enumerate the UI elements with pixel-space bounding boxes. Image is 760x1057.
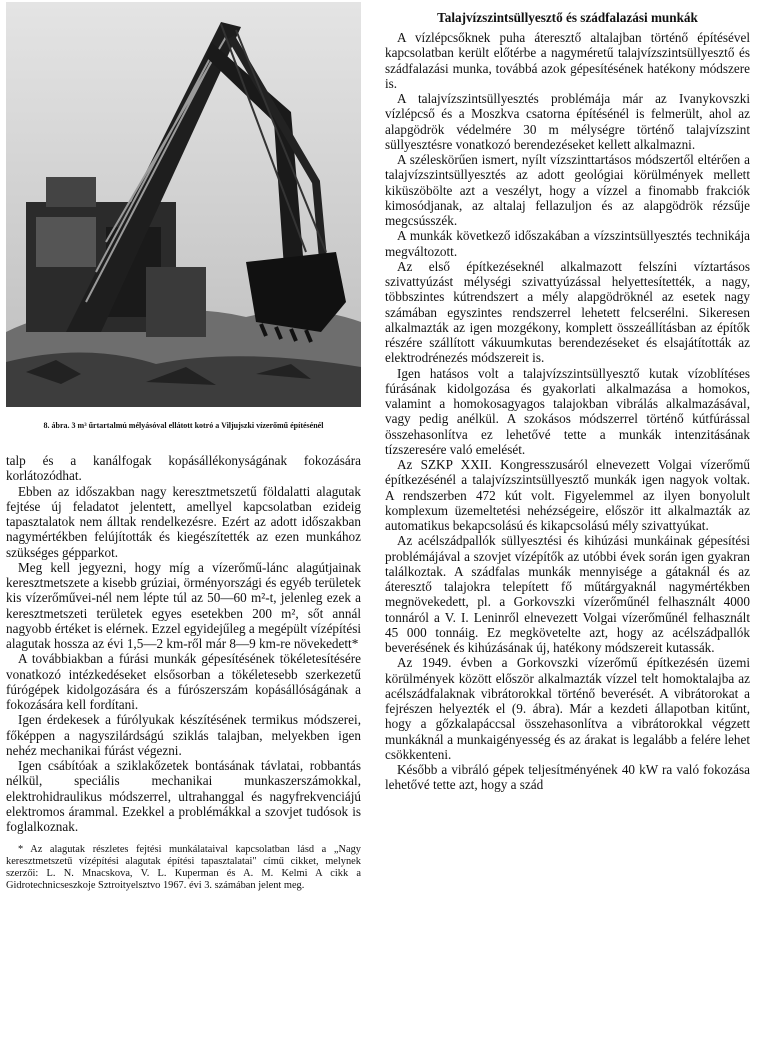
paragraph: A vízlépcsőknek puha áteresztő altalajban történő építésével kapcsolatban került előtérbe a nagyméretű talajvízszintsüllyesztő és szádfalazási munka, továbbá azok gépesítésének hatékony módszere is. (385, 30, 750, 91)
paragraph: Az acélszádpallók süllyesztési és kihúzási munkáinak gépesítési problémájával a szovjet vízépítők az utóbbi évek során igen gyakran találkoztak. A szádfalas munkák mennyisége a gátaknál és az áteresztő talajokra telepített fő műtárgyaknál nagymértékben megnövekedett, pl. a Gorkovszki vízerőműnél felhasznált 4000 tonnáról a V. I. Leninről elnevezett Volgai vízerőműnél felhasznált 45 000 tonnáig. Ez megkövetelte azt, hogy az acélszádpallók beverésének és kihúzásának új, hatékony módszereit kutassák. (385, 533, 750, 655)
paragraph: Az SZKP XXII. Kongresszusáról elnevezett Volgai vízerőmű építkezésénél a talajvízszintsüllyesztő munkák igen nagyok voltak. A rendszerben 472 kút volt. Figyelemmel az ilyen bonyolult komplexum üzemeltetési nehézségeire, először itt alkalmazták az automatikus bekapcsolású és kikapcsolású mély szivattyúkat. (385, 457, 750, 533)
paragraph: Ebben az időszakban nagy keresztmetszetű földalatti alagutak fejtése új feladatot jelentett, amellyel kapcsolatban ezideig tapasztalatok nem álltak rendelkezésre. Ezért az adott időszakban nagymértékben felújították és kiegészítették az ezen munkához szükséges gépparkot. (6, 483, 361, 560)
paragraph: A munkák következő időszakában a vízszintsüllyesztés technikája megváltozott. (385, 228, 750, 259)
figure-caption: 8. ábra. 3 m³ űrtartalmú mélyásóval ellátott kotró a Viljujszki vízerőmű építésénél (43, 421, 324, 430)
paragraph: A továbbiakban a fúrási munkák gépesítésének tökéletesítésére vonatkozó intézkedéseket elsősorban a tökéletesebb szerkezetű fúrógépek kidolgozására és a fúrószerszám kopásállóságának a fokozására kell fordítani. (6, 651, 361, 712)
excavator-illustration (6, 2, 361, 407)
paragraph: Meg kell jegyezni, hogy míg a vízerőmű-lánc alagútjainak keresztmetszete a kisebb grúziai, örményországi és egyéb területek kis vízerőművei-nél nem lépte túl az 50—60 m²-t, jelenleg ezek a keresztmetszeti területek egyes esetekben 200 m², sőt annál nagyobb értéket is elérnek. Ezzel egyidejűleg a megépült vízépítési alagutak hossza az évi 1,5—2 km-ről már 8—9 km-re növekedett* (6, 559, 361, 651)
excavator-photo (6, 2, 361, 407)
section-title: Talajvízszintsüllyesztő és szádfalazási munkák (437, 10, 698, 25)
paragraph: Az első építkezéseknél alkalmazott felszíni víztartásos szivattyúzást mélységi szivattyúzással helyettesítették, a nagy, többszintes kútrendszert a mély alapgödröknél az esetek nagy számában egyszintes rendszerrel lehetett felcserélni. Sikeresen alkalmazták az igen mozgékony, komplett összeállításban az építők részére szállított vákuumkutas berendezéseket és elsajátították az elektrodrénezés módszereit is. (385, 258, 750, 366)
paragraph: Igen csábítóak a sziklakőzetek bontásának távlatai, robbantás nélkül, speciális mechanikai munkaszerszámokkal, elektrohidraulikus módszerrel, ultrahanggal és nagyfrekvenciájú elektromos árammal. Ezekkel a problémákkal a szovjet tudósok is foglalkoznak. (6, 758, 361, 834)
paragraph: Az 1949. évben a Gorkovszki vízerőmű építkezésén üzemi körülmények között először alkalmazták vízzel telt homoktalajba az acélszádfalaknak vibrátorokkal történő beverését. A vibrátorokat a fejrészen helyezték el (9. ábra). Már a kezdeti állapotban kitűnt, hogy a gőzkalapáccsal összehasonlítva a vibrátorokkal végzett munkáknál a munkaigényesség és az árakat is legalább a felére lehet csökkenteni. (385, 655, 750, 762)
paragraph: talp és a kanálfogak kopásállékonyságának fokozására korlátozódhat. (6, 453, 361, 484)
paragraph: A talajvízszintsüllyesztés problémája már az Ivanykovszki vízlépcső és a Moszkva csatorna építésénél is felmerült, ahol az alapgödrök védelmére 30 m mélységre történő talajvízszint süllyesztésre vonatkozó berendezéseket kellett alkalmazni. (385, 91, 750, 152)
paragraph: Igen érdekesek a fúrólyukak készítésének termikus módszerei, főképpen a nagyszilárdságú sziklás talajban, melyekben igen nehéz mechanikai fúrást végezni. (6, 712, 361, 758)
right-text (385, 10, 750, 793)
paragraph: A széleskörűen ismert, nyílt vízszinttartásos módszertől eltérően a talajvízszintsüllyesztés az adott geológiai körülmények mellett kiküszöbölte azt a veszélyt, hogy a vízzel a finomabb frakciók kimosódjanak, az altalaj fellazuljon és az alapgödrök rézsűje megcsússzék. (385, 152, 750, 228)
paragraph: Később a vibráló gépek teljesítményének 40 kW ra való fokozása lehetővé tette azt, hogy a szád (385, 762, 750, 793)
footnote: * Az alagutak részletes fejtési munkálataival kapcsolatban lásd a „Nagy keresztmetszetű vízépítési alagutak építési tapasztalatai" című cikket, melynek szerzői: L. N. Mnacskova, V. L. Kuperman és A. M. Kelmi A cikk a Gidrotechnicseszkoje Sztroityelsztvo 1967. évi 3. számában jelent meg. (6, 844, 361, 892)
paragraph: Igen hatásos volt a talajvízszintsüllyesztő kutak vízoblítéses fúrásának kidolgozása és gyakorlati alkalmazása a homokos, valamint a homokosagyagos talajokban vibrálás alkalmazásával, vagy pedig anélkül. A szokásos módszerrel történő kútfúrással összehasonlítva ez lehetővé tette a munkák intenzitásának tízszeresére való emelését. (385, 365, 750, 457)
left-text (6, 453, 361, 903)
